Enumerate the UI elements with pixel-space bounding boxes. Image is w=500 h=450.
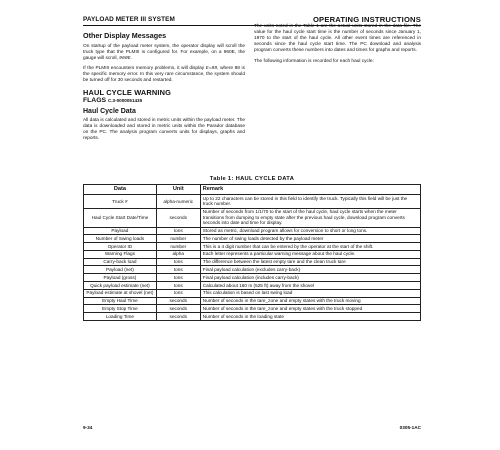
truck-type-code: 960E [119,55,131,61]
cell-unit: tons [156,282,200,290]
table-row [84,305,421,313]
startup-paragraph-end: . [130,55,132,61]
table-row [84,266,421,274]
cell-data: Haul Cycle Start Date/Time [84,208,157,227]
cell-unit: tons [156,258,200,266]
haul-cycle-warning-heading: HAUL CYCLE WARNING [83,87,171,97]
cell-unit: tons [156,289,200,297]
table-row [84,227,421,235]
cell-unit: seconds [156,313,200,321]
cell-remark: Each letter represents a particular warning message about the haul cycle. [200,250,420,258]
flags-label: FLAGS [83,96,107,104]
reference-code: C.3-0000051435 [107,97,143,103]
haul-cycle-data-heading: Haul Cycle Data [83,107,136,115]
cell-data: Payload estimate at shovel (net) [84,289,157,297]
right-column [254,24,421,69]
table-row [84,258,421,266]
cell-data: Payload [84,227,157,235]
units-paragraph: The units noted in the Table 1 are the actual units stored in the data file. The value for the haul cycle start time is the number of seconds since January 1, 1970 to the start of the haul cycle. All other event times are referenced in seconds since the haul cycle start time. The PC download and analysis program converts these numbers into dates and times for graphs and reports. [254,24,421,54]
column-header-unit: Unit [156,185,200,195]
table-row [84,208,421,227]
header-section-title: PAYLOAD METER III SYSTEM [83,16,175,23]
cell-remark: This calculation is based on last swing load [200,289,420,297]
table-row [84,282,421,290]
cell-remark: The difference between the latest empty tare and the clean truck tare [200,258,420,266]
table-row [84,243,421,251]
table-row [84,297,421,305]
cell-unit: tons [156,227,200,235]
cell-remark: Number of seconds in the loading state [200,313,420,321]
cell-unit: seconds [156,305,200,313]
cell-unit: alpha [156,250,200,258]
cell-data: Payload (net) [84,266,157,274]
table-row [84,289,421,297]
cell-remark: Up to 22 characters can be stored in this field to identify the truck. Typically this field will be just the truck number. [200,195,420,208]
cell-remark: This is a 4 digit number that can be entered by the operator at the start of the shift. [200,243,420,251]
cell-remark: Number of seconds in the tare_zone and empty states with the truck moving [200,297,420,305]
cell-remark: Calculated about 160 m (525 ft) away from the shovel [200,282,420,290]
recorded-info-paragraph: The following information is recorded for each haul cycle: [254,58,374,64]
cell-unit: number [156,243,200,251]
cell-remark: Final payload calculation (includes carry-back) [200,274,420,282]
cell-remark: Final payload calculation (excludes carry-back) [200,266,420,274]
cell-unit: tons [156,266,200,274]
cell-data: Loading Time [84,313,157,321]
metric-units-paragraph: All data is calculated and stored in metric units within the payload meter. The data is downloaded and stored in metric units within the Parador database on the PC. The analysis program converts units for displays, graphs and reports. [83,118,245,142]
haul-cycle-data-table [83,184,421,321]
page-number: 9-34 [83,425,93,430]
cell-unit: number [156,235,200,243]
header-chapter-title: OPERATING INSTRUCTIONS [312,15,421,24]
cell-data: Payload (gross) [84,274,157,282]
cell-data: Operator ID [84,243,157,251]
cell-data: Quick payload estimate (net) [84,282,157,290]
cell-unit: seconds [156,208,200,227]
cell-data: Empty Haul Time [84,297,157,305]
cell-remark: Stored as metric, download program allows for conversion to short or long tons. [200,227,420,235]
table-row [84,274,421,282]
table-row [84,235,421,243]
cell-remark: Number of seconds from 1/1/70 to the start of the haul cycle, haul cycle starts when the meter transitions from dumping to empty state after the previous haul cycle, download program converts seconds into date and time for display. [200,208,420,227]
document-code: 0305-1AC [399,425,421,430]
table-row [84,250,421,258]
memory-error-text-start: If the PLMIII encounters memory problems, it will display [83,66,206,72]
table-title: Table 1: HAUL CYCLE DATA [209,176,295,182]
table-row [84,313,421,321]
cell-unit: seconds [156,297,200,305]
startup-paragraph [83,44,245,62]
cell-unit: tons [156,274,200,282]
left-column [83,32,245,147]
column-header-remark: Remark [200,185,420,195]
cell-unit: alpha-numeric [156,195,200,208]
table-body [84,195,421,321]
cell-data: Truck # [84,195,157,208]
column-header-data: Data [84,185,157,195]
cell-data: Empty Stop Time [84,305,157,313]
memory-error-paragraph [83,66,245,84]
cell-data: Carry-back load [84,258,157,266]
cell-remark: The number of swing loads detected by the payload meter [200,235,420,243]
memory-error-text-end: , where 88 is the specific memory error. In this very rare circumstance, the system should be turned off for 30 seconds and restarted. [83,66,245,84]
table-header-row [84,185,421,195]
startup-paragraph-text: On startup of the payload meter system, the operator display will scroll the truck type that the PLMIII is configured for. For example, on a 960E, the gauge will scroll, [83,43,245,61]
cell-data: Number of Swing loads [84,235,157,243]
section-heading-other-display-messages: Other Display Messages [83,31,167,40]
table-row [84,195,421,208]
memory-error-code: E=88 [205,66,218,72]
cell-remark: Number of seconds in the tare_zone and empty states with the truck stopped [200,305,420,313]
haul-cycle-warning-flags-heading [83,97,245,105]
cell-data: Warning Flags [84,250,157,258]
